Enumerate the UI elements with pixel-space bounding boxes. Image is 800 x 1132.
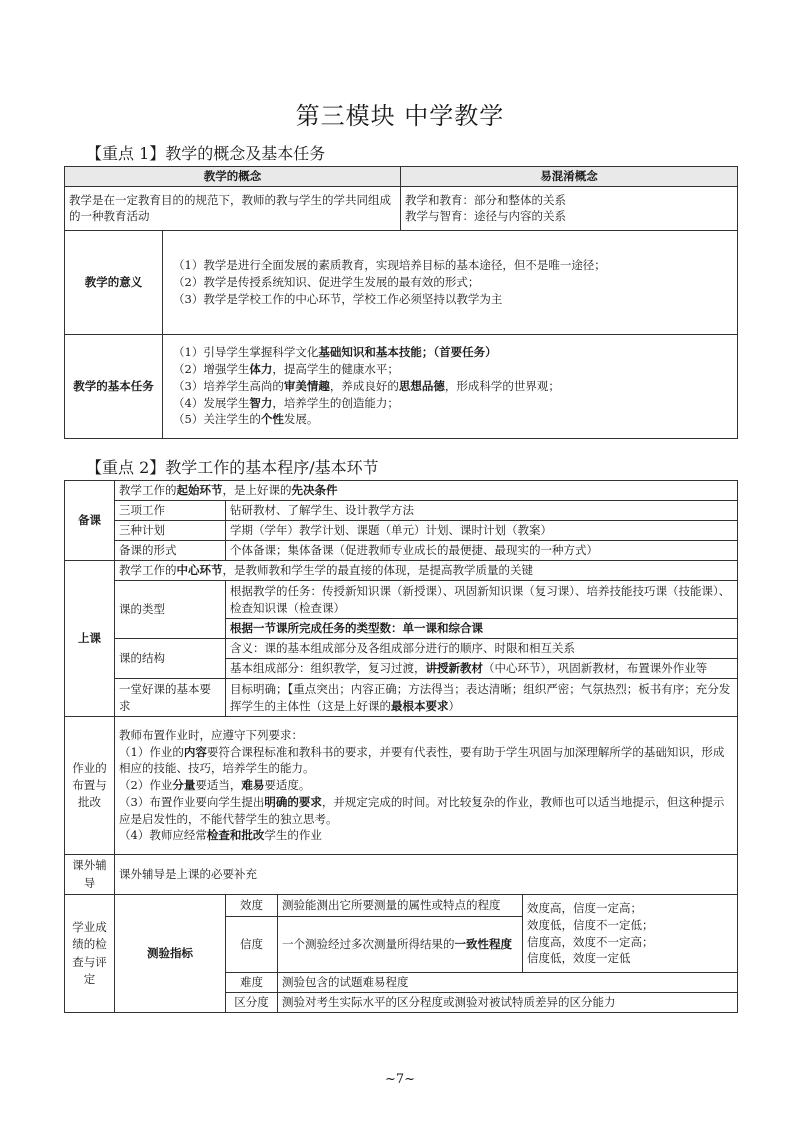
- task-item-3: （3）培养学生高尚的审美情趣，养成良好的思想品德，形成科学的世界观；: [173, 378, 560, 393]
- class-intro: 教学工作的中心环节，是教师教和学生学的最直接的体现，是提高教学质量的关键: [115, 561, 738, 581]
- evaluation-label: 学业成绩的检查与评定: [65, 895, 115, 1013]
- validity-value: 测验能测出它所要测量的属性或特点的程度: [278, 895, 523, 917]
- relation-4: 信度低，效度一定低: [527, 951, 631, 966]
- confuse-cell: [401, 186, 738, 230]
- meaning-item: （2）教学是传授系统知识、促进学生发展的最有效的形式；: [173, 274, 480, 289]
- task-cell: [163, 334, 738, 438]
- discrimination-value: 测验对考生实际水平的区分程度或测验对被试特质差异的区分能力: [278, 993, 738, 1013]
- task-label: 教学的基本任务: [65, 334, 163, 438]
- metric-label: 测验指标: [115, 895, 226, 1013]
- meaning-item: （1）教学是进行全面发展的素质教育，实现培养目标的基本途径，但不是唯一途径；: [173, 258, 606, 273]
- task-item-1: （1）引导学生掌握科学文化基础知识和基本技能；（首要任务）: [173, 345, 497, 360]
- hw-intro: 教师布置作业时，应遵守下列要求：: [119, 728, 303, 743]
- hw-item-3: （3）布置作业要向学生提出明确的要求，并规定完成的时间。对比较复杂的作业，教师也可以适当地提示，但这种提示应是启发性的，不能代替学生的独立思考。: [119, 794, 725, 826]
- discrimination-label: 区分度: [226, 993, 278, 1013]
- header-concept: 教学的概念: [65, 167, 401, 187]
- task-item-4: （4）发展学生智力，培养学生的创造能力；: [173, 395, 399, 410]
- class-good-label: 一堂好课的基本要求: [115, 679, 226, 717]
- class-type-label: 课的类型: [115, 581, 226, 639]
- prep-three-label: 三项工作: [115, 501, 226, 521]
- class-type-bold: 根据一节课所完成任务的类型数：单一课和综合课: [226, 619, 738, 639]
- prep-intro: 教学工作的起始环节，是上好课的先决条件: [115, 481, 738, 501]
- difficulty-label: 难度: [226, 973, 278, 993]
- homework-label: 作业的布置与批改: [65, 717, 115, 855]
- meaning-item: （3）教学是学校工作的中心环节，学校工作必须坚持以教学为主: [173, 291, 503, 306]
- page-title: 第三模块 中学教学: [295, 102, 505, 130]
- class-type-value: 根据教学的任务：传授新知识课（新授课）、巩固新知识课（复习课）、培养技能技巧课（技能课）、检查知识课（检查课）: [226, 581, 738, 619]
- meaning-label: 教学的意义: [65, 230, 163, 334]
- validity-label: 效度: [226, 895, 278, 917]
- tutoring-value: 课外辅导是上课的必要补充: [115, 855, 738, 895]
- concept-definition: 教学是在一定教育目的的规范下，教师的教与学生的学共同组成的一种教育活动: [65, 186, 401, 230]
- hw-item-1: （1）作业的内容要符合课程标准和教科书的要求，并要有代表性，要有助于学生巩固与加深理解所学的基础知识，形成相应的技能、技巧，培养学生的能力。: [119, 744, 725, 776]
- class-struct-meaning: 含义：课的基本组成部分及各组成部分进行的顺序、时限和相互关系: [226, 639, 738, 659]
- reliability-value: 一个测验经过多次测量所得结果的一致性程度: [278, 917, 523, 973]
- task-item-2: （2）增强学生体力，提高学生的健康水平；: [173, 362, 399, 377]
- relation-3: 信度高，效度不一定高；: [527, 934, 654, 949]
- confuse-2: 教学与智育：途径与内容的关系: [405, 209, 566, 224]
- prep-form-label: 备课的形式: [115, 541, 226, 561]
- relation-cell: [523, 895, 738, 973]
- relation-1: 效度高，信度一定高；: [527, 901, 642, 916]
- class-struct-label: 课的结构: [115, 639, 226, 679]
- section-2-heading: 【重点 2】教学工作的基本程序/基本环节: [86, 458, 379, 477]
- prep-plan-label: 三种计划: [115, 521, 226, 541]
- section-1-heading: 【重点 1】教学的概念及基本任务: [86, 144, 326, 163]
- header-confuse: 易混淆概念: [401, 167, 738, 187]
- class-label: 上课: [65, 561, 115, 717]
- teaching-concept-table: [64, 166, 738, 439]
- teaching-procedure-table: [64, 480, 738, 1013]
- class-good-value: 目标明确；【重点突出；内容正确；方法得当；表达清晰；组织严密；气氛热烈；板书有序；充分发挥学生的主体性（这是上好课的最根本要求）: [226, 679, 738, 717]
- prep-form-value: 个体备课；集体备课（促进教师专业成长的最便捷、最现实的一种方式）: [226, 541, 738, 561]
- tutoring-label: 课外辅导: [65, 855, 115, 895]
- prep-three-value: 钻研教材、了解学生、设计教学方法: [226, 501, 738, 521]
- confuse-1: 教学和教育：部分和整体的关系: [405, 192, 566, 207]
- prep-plan-value: 学期（学年）教学计划、课题（单元）计划、课时计划（教案）: [226, 521, 738, 541]
- difficulty-value: 测验包含的试题难易程度: [278, 973, 738, 993]
- reliability-label: 信度: [226, 917, 278, 973]
- relation-2: 效度低，信度不一定低；: [527, 917, 654, 932]
- task-item-5: （5）关注学生的个性发展。: [173, 412, 319, 427]
- hw-item-2: （2）作业分量要适当，难易要适度。: [119, 778, 311, 793]
- meaning-cell: [163, 230, 738, 334]
- homework-cell: [115, 717, 738, 855]
- hw-item-4: （4）教师应经常检查和批改学生的作业: [119, 828, 322, 843]
- prep-label: 备课: [65, 481, 115, 561]
- class-struct-parts: 基本组成部分：组织教学，复习过渡，讲授新教材（中心环节），巩固新教材，布置课外作业等: [226, 659, 738, 679]
- page-number: ~7~: [384, 1072, 416, 1087]
